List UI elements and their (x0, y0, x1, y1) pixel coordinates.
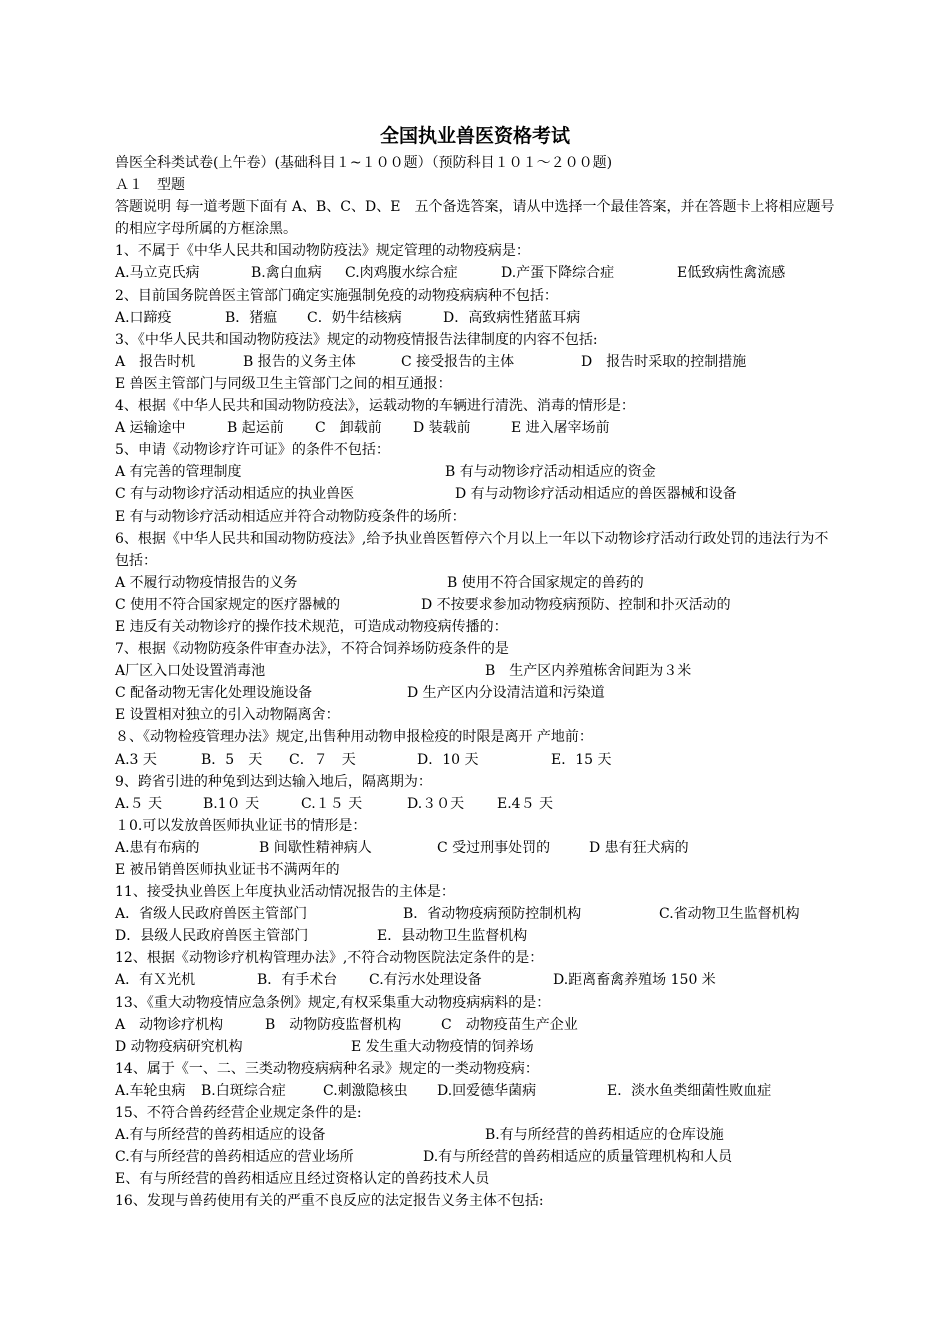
answer-options-row (115, 1124, 835, 1146)
section-heading: Ａ１ 型题 (115, 177, 185, 194)
answer-option: C 使用不符合国家规定的医疗器械的 (115, 596, 341, 613)
answer-option: B 间歇性精神病人 (259, 839, 372, 856)
answer-options-row (115, 925, 835, 947)
answer-option: C 动物疫苗生产企业 (441, 1016, 578, 1033)
answer-option: D.回爱德华菌病 (437, 1082, 537, 1099)
answer-option: E.4５ 天 (497, 795, 554, 812)
answer-options-row (115, 351, 835, 373)
answer-options-row (115, 682, 835, 704)
answer-option: D.距离畜禽养殖场 150 米 (553, 972, 716, 989)
answer-option: A厂区入口处设置消毒池 (115, 663, 266, 680)
answer-option: C.１５ 天 (301, 795, 363, 812)
answer-option: A 运输途中 (115, 420, 186, 437)
answer-option: C 接受报告的主体 (401, 353, 515, 370)
answer-option: D.有与所经营的兽药相适应的质量管理机构和人员 (423, 1149, 733, 1166)
answer-option: A．省级人民政府兽医主管部门 (115, 906, 308, 923)
question-stem: 7、根据《动物防疫条件审查办法》，不符合饲养场防疫条件的是 (115, 641, 509, 658)
answer-option: E．淡水鱼类细菌性败血症 (607, 1082, 772, 1099)
answer-option: C.肉鸡腹水综合症 (345, 265, 458, 282)
answer-options-row (115, 837, 835, 859)
question-stem: 14、属于《一、二、三类动物疫病病种名录》规定的一类动物疫病： (115, 1060, 539, 1077)
answer-option: B 报告的义务主体 (243, 353, 356, 370)
answer-options-row (115, 1146, 835, 1168)
question-stem: 16、发现与兽药使用有关的严重不良反应的法定报告义务主体不包括: (115, 1193, 544, 1210)
question-stem: 3、《中华人民共和国动物防疫法》规定的动物疫情报告法律制度的内容不包括: (115, 331, 598, 348)
answer-option: E 发生重大动物疫情的饲养场 (351, 1038, 534, 1055)
answer-option: C．奶牛结核病 (307, 309, 402, 326)
answer-option: C 配备动物无害化处理设施设备 (115, 685, 313, 702)
answer-options-row (115, 1014, 835, 1036)
answer-option: B．有手术台 (257, 972, 338, 989)
question-stem: 15、不符合兽药经营企业规定条件的是: (115, 1105, 362, 1122)
answer-option: D 生产区内分设清洁道和污染道 (407, 685, 605, 702)
answer-option: D．10 天 (417, 751, 479, 768)
question-stem: 9、跨省引进的种兔到达到达输入地后，隔离期为： (115, 773, 432, 790)
answer-option: D 动物疫病研究机构 (115, 1038, 243, 1055)
answer-option: C．７ 天 (289, 751, 356, 768)
answer-option: E．县动物卫生监督机构 (377, 928, 528, 945)
question-stem: 13、《重大动物疫情应急条例》规定,有权采集重大动物疫病病料的是： (115, 994, 551, 1011)
answer-option: E 被吊销兽医师执业证书不满两年的 (115, 862, 340, 878)
answer-option: C.有与所经营的兽药相适应的营业场所 (115, 1149, 354, 1166)
answer-options-row (115, 616, 835, 638)
question-stem: 2、目前国务院兽医主管部门确定实施强制免疫的动物疫病病种不包括： (115, 287, 558, 304)
answer-option: C 有与动物诊疗活动相适应的执业兽医 (115, 486, 355, 503)
answer-option: E 兽医主管部门与同级卫生主管部门之间的相互通报： (115, 375, 452, 392)
answer-option: D 装载前 (413, 420, 471, 437)
question-stem: 1、不属于《中华人民共和国动物防疫法》规定管理的动物疫病是： (115, 243, 530, 260)
answer-options-row (115, 483, 835, 505)
answer-option: C.有污水处理设备 (369, 972, 482, 989)
answer-option: A.有与所经营的兽药相适应的设备 (115, 1127, 326, 1144)
answer-option: C.刺激隐核虫 (323, 1082, 408, 1099)
answer-options-row (115, 307, 835, 329)
answer-options-row (115, 594, 835, 616)
answer-options-row (115, 506, 835, 528)
answer-option: C.省动物卫生监督机构 (659, 906, 800, 923)
answer-option: E 设置相对独立的引入动物隔离舍： (115, 707, 340, 724)
answer-option: A.口蹄疫 (115, 309, 172, 326)
answer-option: B．省动物疫病预防控制机构 (403, 906, 582, 923)
answer-option: D 报告时采取的控制措施 (581, 353, 747, 370)
instructions: 答题说明 每一道考题下面有 A、B、C、D、E 五个备选答案，请从中选择一个最佳答案，并在答题卡上将相应题号的相应字母所属的方框涂黑。 (115, 199, 835, 238)
answer-option: E 违反有关动物诊疗的操作技术规范，可造成动物疫病传播的： (115, 618, 508, 635)
answer-option: B.有与所经营的兽药相适应的仓库设施 (485, 1127, 724, 1144)
answer-option: A.患有布病的 (115, 839, 200, 856)
answer-options-row (115, 903, 835, 925)
answer-options-row (115, 262, 835, 284)
question-stem: 4、根据《中华人民共和国动物防疫法》，运载动物的车辆进行清洗、消毒的情形是： (115, 398, 635, 415)
answer-options-row (115, 1080, 835, 1102)
question-stem: 6、根据《中华人民共和国动物防疫法》,给予执业兽医暂停六个月以上一年以下动物诊疗活动行政处罚的违法行为不包括： (115, 530, 829, 569)
answer-option: B 有与动物诊疗活动相适应的资金 (445, 464, 656, 481)
answer-option: B.白斑综合症 (201, 1082, 286, 1099)
answer-options-row (115, 793, 835, 815)
answer-option: E低致病性禽流感 (677, 265, 786, 282)
answer-options-row (115, 1168, 835, 1190)
answer-options-row (115, 417, 835, 439)
answer-option: D 患有狂犬病的 (589, 839, 689, 856)
answer-option: D.３０天 (407, 795, 465, 812)
answer-option: B．猪瘟 (225, 309, 278, 326)
answer-option: A.马立克氏病 (115, 265, 200, 282)
question-stem: 12、根据《动物诊疗机构管理办法》,不符合动物医院法定条件的是： (115, 950, 544, 967)
answer-options-row (115, 660, 835, 682)
answer-option: B 动物防疫监督机构 (265, 1016, 402, 1033)
question-stem: ８、《动物检疫管理办法》规定,出售种用动物申报检疫的时限是离开 产地前： (115, 729, 593, 746)
answer-option: A.５ 天 (115, 795, 163, 812)
question-stem: 11、接受执业兽医上年度执业活动情况报告的主体是： (115, 884, 455, 901)
exam-document (115, 122, 835, 1213)
answer-option: A.3 天 (115, 751, 157, 768)
answer-option: D.产蛋下降综合症 (501, 265, 615, 282)
answer-options-row (115, 969, 835, 991)
answer-options-row (115, 859, 835, 881)
answer-options-row (115, 1036, 835, 1058)
answer-option: B 起运前 (227, 420, 284, 437)
answer-options-row (115, 461, 835, 483)
exam-subtitle: 兽医全科类试卷(上午卷）(基础科目１~１００题）（预防科目１０１～２００题) (115, 155, 613, 171)
answer-option: B.1０ 天 (203, 795, 260, 812)
answer-option: A 报告时机 (115, 353, 196, 370)
answer-option: B 使用不符合国家规定的兽药的 (447, 574, 644, 591)
question-list (115, 240, 835, 1212)
answer-option: A 动物诊疗机构 (115, 1016, 224, 1033)
answer-options-row (115, 572, 835, 594)
answer-option: C 受过刑事处罚的 (437, 839, 551, 856)
question-stem: １0.可以发放兽医师执业证书的情形是： (115, 817, 367, 834)
answer-option: D 有与动物诊疗活动相适应的兽医器械和设备 (455, 486, 737, 503)
answer-option: C 卸载前 (315, 420, 382, 437)
answer-option: A．有Ｘ光机 (115, 972, 196, 989)
answer-option: B 生产区内养殖栋舍间距为３米 (485, 663, 692, 680)
answer-option: B.禽白血病 (251, 265, 322, 282)
answer-option: E 有与动物诊疗活动相适应并符合动物防疫条件的场所： (115, 508, 466, 525)
answer-option: E 进入屠宰场前 (511, 420, 610, 437)
page-title: 全国执业兽医资格考试 (379, 125, 570, 147)
answer-option: A 不履行动物疫情报告的义务 (115, 574, 298, 591)
answer-option: D．高致病性猪蓝耳病 (443, 309, 581, 326)
answer-option: E、有与所经营的兽药相适应且经过资格认定的兽药技术人员 (115, 1171, 490, 1188)
answer-option: A 有完善的管理制度 (115, 464, 242, 481)
answer-option: B．5 天 (201, 751, 263, 768)
answer-option: D．县级人民政府兽医主管部门 (115, 928, 309, 945)
answer-option: A.车轮虫病 (115, 1082, 186, 1099)
answer-option: D 不按要求参加动物疫病预防、控制和扑灭活动的 (421, 596, 731, 613)
answer-option: E．15 天 (551, 751, 612, 768)
answer-options-row (115, 749, 835, 771)
answer-options-row (115, 373, 835, 395)
answer-options-row (115, 704, 835, 726)
question-stem: 5、申请《动物诊疗许可证》的条件不包括： (115, 442, 390, 459)
